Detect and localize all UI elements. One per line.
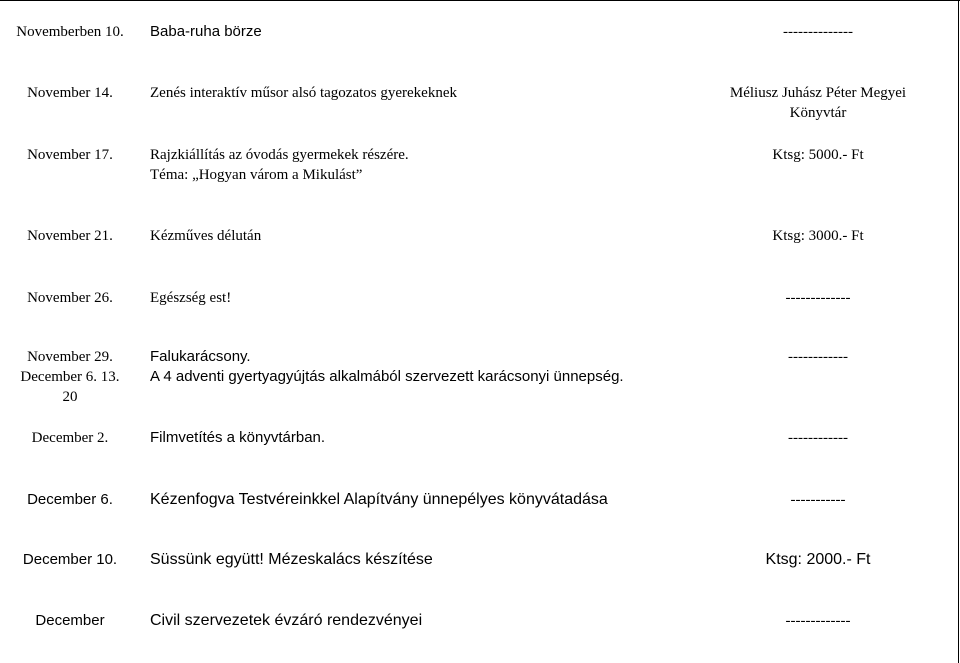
- date-line: 20: [62, 389, 78, 405]
- event-info: [702, 490, 934, 510]
- info-line: ------------: [788, 430, 848, 446]
- info-line: -------------: [785, 613, 851, 629]
- event-date: [0, 611, 140, 631]
- info-line: Könyvtár: [789, 105, 847, 121]
- date-line: November 29.: [27, 349, 113, 365]
- info-line: --------------: [783, 24, 853, 40]
- info-line: Méliusz Juhász Péter Megyei: [729, 85, 907, 101]
- event-info: [702, 288, 934, 308]
- date-line: November 21.: [27, 228, 113, 244]
- event-title: [150, 490, 710, 510]
- event-line: Falukarácsony.: [150, 348, 251, 365]
- event-info: [702, 145, 934, 165]
- event-date: [0, 226, 140, 246]
- info-line: -------------: [785, 290, 851, 306]
- date-line: December 10.: [22, 551, 118, 568]
- event-info: [702, 611, 934, 631]
- event-line: Kézműves délután: [150, 228, 262, 244]
- info-line: ------------: [788, 349, 848, 365]
- event-line: Baba-ruha börze: [150, 23, 262, 40]
- event-date: [0, 288, 140, 308]
- event-line: Süssünk együtt! Mézeskalács készítése: [150, 551, 433, 568]
- event-info: [702, 22, 934, 42]
- info-line: Ktsg: 5000.- Ft: [772, 147, 864, 163]
- info-line: Ktsg: 2000.- Ft: [765, 551, 871, 568]
- event-title: [150, 226, 710, 246]
- event-title: [150, 428, 710, 448]
- date-line: December 6.: [27, 491, 113, 508]
- event-line: Egészség est!: [150, 290, 232, 306]
- event-line: Civil szervezetek évzáró rendezvényei: [150, 612, 423, 629]
- event-info: [702, 428, 934, 448]
- date-line: November 17.: [27, 147, 113, 163]
- event-line: Kézenfogva Testvéreinkkel Alapítvány ünnepélyes könyvátadása: [150, 491, 608, 508]
- info-line: -----------: [790, 492, 846, 508]
- date-line: November 14.: [27, 85, 113, 101]
- event-date: [0, 347, 140, 407]
- event-title: [150, 145, 710, 185]
- event-line: Filmvetítés a könyvtárban.: [150, 429, 326, 446]
- info-line: Ktsg: 3000.- Ft: [772, 228, 864, 244]
- event-line: Rajzkiállítás az óvodás gyermekek részére.: [150, 147, 409, 163]
- date-line: November 26.: [27, 290, 113, 306]
- event-info: [702, 347, 934, 367]
- event-line: A 4 adventi gyertyagyújtás alkalmából szervezett karácsonyi ünnepség.: [150, 368, 624, 385]
- event-title: [150, 288, 710, 308]
- table-border-right: [958, 0, 959, 663]
- date-line: Novemberben 10.: [16, 24, 124, 40]
- event-date: [0, 428, 140, 448]
- event-info: [702, 83, 934, 123]
- event-title: [150, 22, 710, 42]
- event-info: [702, 226, 934, 246]
- date-line: December: [35, 612, 105, 629]
- event-title: [150, 83, 710, 103]
- event-date: [0, 83, 140, 103]
- event-date: [0, 145, 140, 165]
- date-line: December 2.: [31, 430, 109, 446]
- event-line: Zenés interaktív műsor alsó tagozatos gyerekeknek: [150, 85, 457, 101]
- date-line: December 6. 13.: [20, 369, 120, 385]
- event-date: [0, 22, 140, 42]
- event-title: [150, 611, 710, 631]
- event-title: [150, 550, 710, 570]
- event-date: [0, 550, 140, 570]
- event-info: [702, 550, 934, 570]
- event-line: Téma: „Hogyan várom a Mikulást”: [150, 167, 363, 183]
- event-title: [150, 347, 710, 387]
- table-border-top: [0, 0, 960, 1]
- event-date: [0, 490, 140, 510]
